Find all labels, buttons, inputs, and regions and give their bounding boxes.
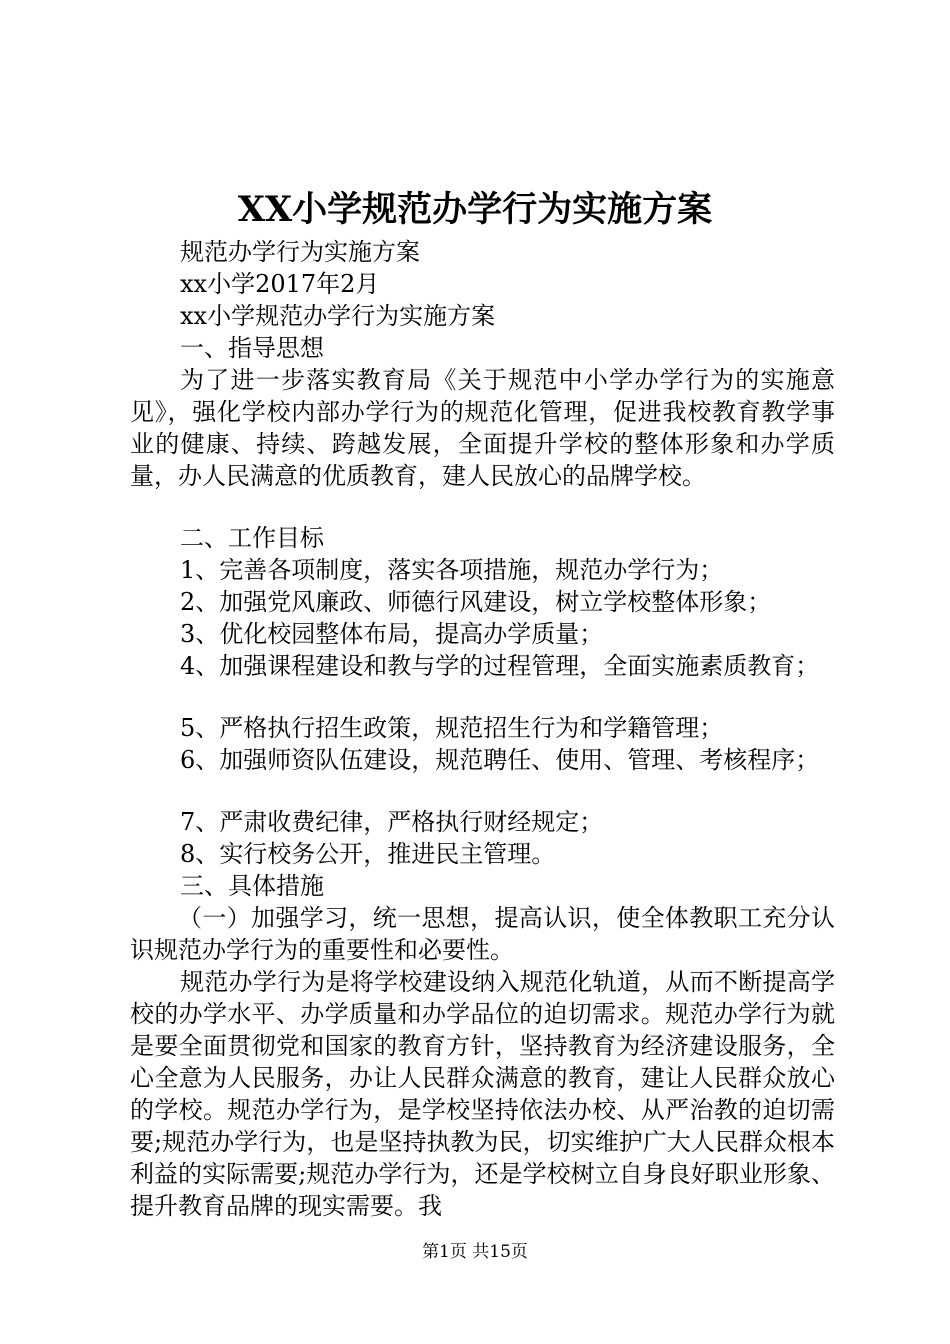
section-heading-1: 一、指导思想 [180, 334, 324, 362]
goal-item-5: 5、严格执行招生政策，规范招生行为和学籍管理； [180, 714, 724, 742]
goal-item-7: 7、严肃收费纪律，严格执行财经规定； [180, 808, 604, 836]
blank-line [130, 492, 835, 522]
subtitle-line-2: xx小学规范办学行为实施方案 [180, 302, 496, 330]
document-title: XX小学规范办学行为实施方案 [237, 189, 713, 230]
section-heading-3: 三、具体措施 [180, 872, 324, 900]
goal-item-4: 4、加强课程建设和教与学的过程管理，全面实施素质教育； [180, 652, 820, 680]
subtitle-line: 规范办学行为实施方案 [180, 238, 420, 266]
page-number: 第1页 共15页 [422, 1242, 528, 1262]
paragraph-measure-1: （一）加强学习，统一思想，提高认识，使全体教职工充分认识规范办学行为的重要性和必要性。 [130, 904, 835, 964]
date-line: xx小学2017年2月 [180, 270, 380, 298]
goal-item-6: 6、加强师资队伍建设，规范聘任、使用、管理、考核程序； [180, 746, 820, 774]
blank-line [130, 776, 835, 806]
section-heading-2: 二、工作目标 [180, 524, 324, 552]
blank-line [130, 682, 835, 712]
document-body [130, 236, 835, 1222]
goal-item-1: 1、完善各项制度，落实各项措施，规范办学行为； [180, 556, 724, 584]
paragraph-measure-body: 规范办学行为是将学校建设纳入规范化轨道，从而不断提高学校的办学水平、办学质量和办学品位的迫切需求。规范办学行为就是要全面贯彻党和国家的教育方针，坚持教育为经济建设服务，全心全意为人民服务，办让人民群众满意的教育，建让人民群众放心的学校。规范办学行为，是学校坚持依法办校、从严治教的迫切需要;规范办学行为，也是坚持执教为民，切实维护广大人民群众根本利益的实际需要;规范办学行为，还是学校树立自身良好职业形象、提升教育品牌的现实需要。我 [130, 968, 835, 1220]
paragraph-guiding-thought: 为了进一步落实教育局《关于规范中小学办学行为的实施意见》，强化学校内部办学行为的规范化管理，促进我校教育教学事业的健康、持续、跨越发展，全面提升学校的整体形象和办学质量，办人民满意的优质教育，建人民放心的品牌学校。 [130, 366, 835, 490]
goal-item-3: 3、优化校园整体布局，提高办学质量； [180, 620, 604, 648]
goal-item-8: 8、实行校务公开，推进民主管理。 [180, 840, 556, 868]
goal-item-2: 2、加强党风廉政、师德行风建设，树立学校整体形象； [180, 588, 772, 616]
